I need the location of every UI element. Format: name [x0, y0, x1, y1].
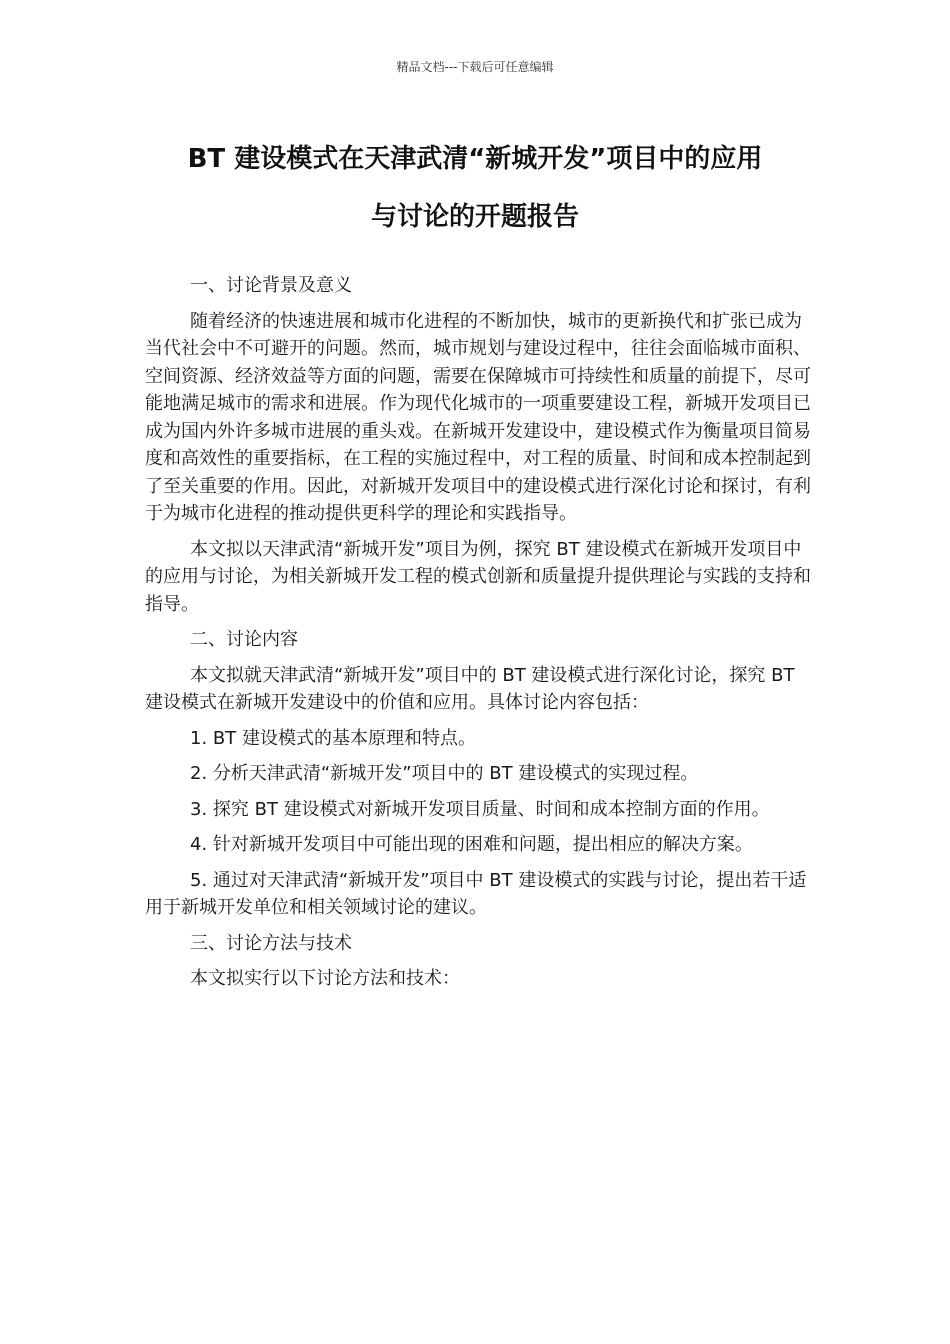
paragraph-content-intro: 本文拟就天津武清“新城开发”项目中的 BT 建设模式进行深化讨论，探究 BT 建设模式在新城开发建设中的价值和应用。具体讨论内容包括：: [145, 664, 795, 713]
section-heading-content: 二、讨论内容: [190, 629, 298, 650]
paragraph-purpose: 本文拟以天津武清“新城开发”项目为例，探究 BT 建设模式在新城开发项目中的应用与讨论，为相关新城开发工程的模式创新和质量提升提供理论与实践的支持和指导。: [145, 538, 811, 615]
list-item-1: 1. BT 建设模式的基本原理和特点。: [190, 727, 476, 749]
paragraph-methods-intro: 本文拟实行以下讨论方法和技术：: [190, 968, 460, 989]
list-item-4: 4. 针对新城开发项目中可能出现的困难和问题，提出相应的解决方案。: [190, 834, 753, 855]
document-title-line-1: BT 建设模式在天津武清“新城开发”项目中的应用: [187, 144, 763, 174]
list-item-3: 3. 探究 BT 建设模式对新城开发项目质量、时间和成本控制方面的作用。: [190, 798, 770, 820]
list-item-5: 5. 通过对天津武清“新城开发”项目中 BT 建设模式的实践与讨论，提出若干适用于新城开发单位和相关领域讨论的建议。: [145, 869, 807, 918]
document-title-line-2: 与讨论的开题报告: [370, 202, 579, 232]
paragraph-background: 随着经济的快速进展和城市化进程的不断加快，城市的更新换代和扩张已成为当代社会中不可避开的问题。然而，城市规划与建设过程中，往往会面临城市面积、空间资源、经济效益等方面的问题，需要在保障城市可持续性和质量的前提下，尽可能地满足城市的需求和进展。作为现代化城市的一项重要建设工程，新城开发项目已成为国内外许多城市进展的重头戏。在新城开发建设中，建设模式作为衡量项目简易度和高效性的重要指标，在工程的实施过程中，对工程的质量、时间和成本控制起到了至关重要的作用。因此，对新城开发项目中的建设模式进行深化讨论和探讨，有利于为城市化进程的推动提供更科学的理论和实践指导。: [145, 310, 811, 524]
list-item-2: 2. 分析天津武清“新城开发”项目中的 BT 建设模式的实现过程。: [190, 763, 699, 784]
document-body: [145, 272, 815, 1001]
page-header: 精品文档---下载后可任意编辑: [396, 60, 554, 74]
section-heading-methods: 三、讨论方法与技术: [190, 932, 352, 954]
section-heading-background: 一、讨论背景及意义: [190, 275, 352, 296]
